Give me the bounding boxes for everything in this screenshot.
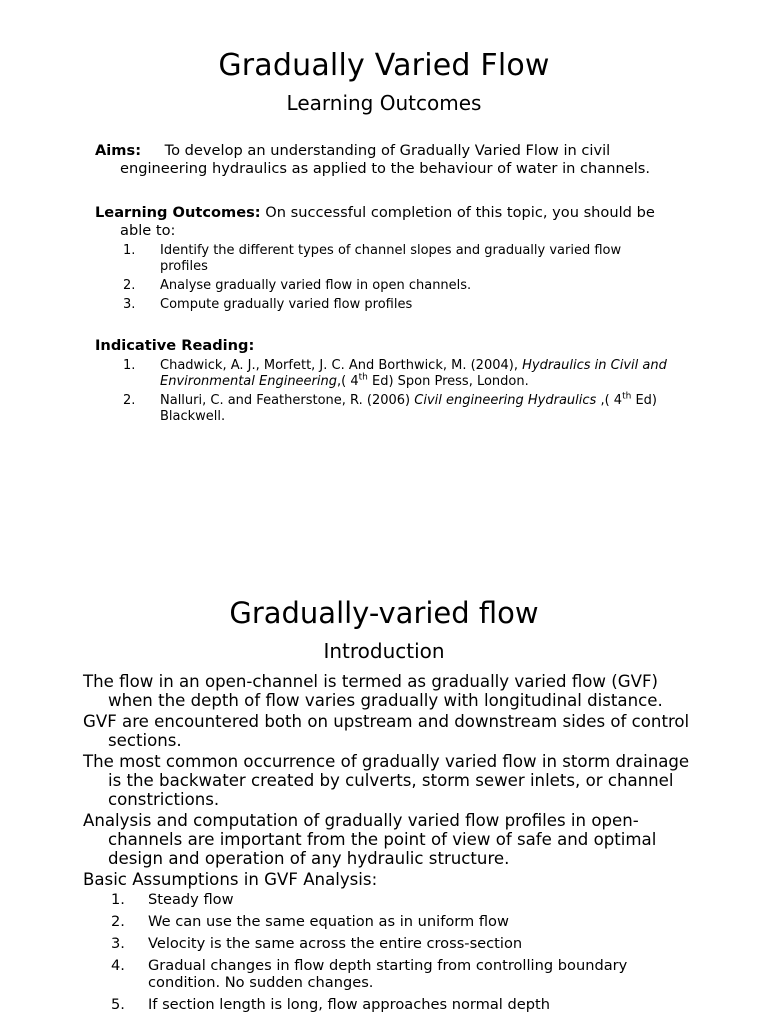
list-text: Velocity is the same across the entire cross-section <box>148 935 523 952</box>
indicative-reading-section <box>95 337 695 428</box>
learning-outcomes-intro-cont: able to: <box>120 222 176 239</box>
aims-section <box>95 142 695 178</box>
page-subtitle: Introduction <box>323 639 445 663</box>
list-number: 2. <box>123 393 136 408</box>
reading-edition-sup: th <box>622 391 632 402</box>
list-number: 3. <box>111 935 125 952</box>
list-item <box>95 278 660 294</box>
indicative-reading-label: Indicative Reading: <box>95 337 255 354</box>
reading-publisher: Ed) Spon Press, London. <box>367 374 529 389</box>
list-text: Steady flow <box>148 891 234 908</box>
reading-authors: Chadwick, A. J., Morfett, J. C. And Borthwick, M. (2004), <box>160 358 523 373</box>
paragraph: The flow in an open-channel is termed as gradually varied flow (GVF) when the depth of flow varies gradually with longitudinal distance. <box>83 672 663 710</box>
reading-authors: Nalluri, C. and Featherstone, R. (2006) <box>160 393 415 408</box>
reading-book-title: Civil engineering Hydraulics <box>414 393 597 408</box>
list-item <box>83 957 638 991</box>
list-text: We can use the same equation as in uniform flow <box>148 913 509 930</box>
list-number: 1. <box>111 891 125 908</box>
paragraph: Analysis and computation of gradually varied flow profiles in open-channels are important from the point of view of safe and optimal design and operation of any hydraulic structure. <box>83 811 657 868</box>
page-subtitle: Learning Outcomes <box>286 91 482 115</box>
outcomes-list <box>95 243 695 313</box>
list-number: 5. <box>111 996 125 1013</box>
learning-outcomes-intro: On successful completion of this topic, you should be <box>260 204 655 221</box>
learning-outcomes-section <box>95 204 695 316</box>
reading-edition: ,( 4 <box>596 393 623 408</box>
list-number: 2. <box>123 278 136 293</box>
list-number: 3. <box>123 297 136 312</box>
list-item <box>95 358 670 390</box>
paragraph: GVF are encountered both on upstream and downstream sides of control sections. <box>83 712 690 750</box>
list-item <box>83 935 638 952</box>
slide-introduction <box>0 560 768 1024</box>
list-item <box>83 996 638 1013</box>
aims-label: Aims: <box>95 142 142 159</box>
list-text: Analyse gradually varied flow in open channels. <box>160 278 472 293</box>
list-text: Compute gradually varied flow profiles <box>160 297 413 312</box>
list-item <box>95 393 670 425</box>
list-item <box>95 297 660 313</box>
list-item <box>83 913 638 930</box>
reading-list <box>95 358 695 425</box>
assumptions-list <box>83 891 703 1013</box>
page-title: Gradually-varied flow <box>229 596 539 630</box>
list-text: If section length is long, flow approaches normal depth <box>148 996 550 1013</box>
aims-text-cont: engineering hydraulics as applied to the behaviour of water in channels. <box>120 160 650 177</box>
aims-text: To develop an understanding of Gradually Varied Flow in civil <box>164 142 611 159</box>
reading-publisher: Ed) Blackwell. <box>160 393 657 424</box>
list-number: 1. <box>123 243 136 258</box>
list-number: 2. <box>111 913 125 930</box>
list-item <box>95 243 660 275</box>
list-text: Identify the different types of channel slopes and gradually varied flow profiles <box>160 243 622 274</box>
list-item <box>83 891 638 908</box>
learning-outcomes-label: Learning Outcomes: <box>95 204 261 221</box>
page-title: Gradually Varied Flow <box>218 48 550 83</box>
introduction-body <box>83 672 703 1018</box>
list-number: 1. <box>123 358 136 373</box>
list-number: 4. <box>111 957 125 974</box>
paragraph: The most common occurrence of gradually varied flow in storm drainage is the backwater created by culverts, storm sewer inlets, or channel constrictions. <box>83 752 690 809</box>
list-text: Gradual changes in flow depth starting from controlling boundary condition. No sudden changes. <box>148 957 628 991</box>
reading-edition-sup: th <box>358 372 368 383</box>
reading-edition: ,( 4 <box>337 374 359 389</box>
paragraph: Basic Assumptions in GVF Analysis: <box>83 870 378 889</box>
reading-book-title: Hydraulics in Civil and Environmental Engineering <box>160 358 667 389</box>
